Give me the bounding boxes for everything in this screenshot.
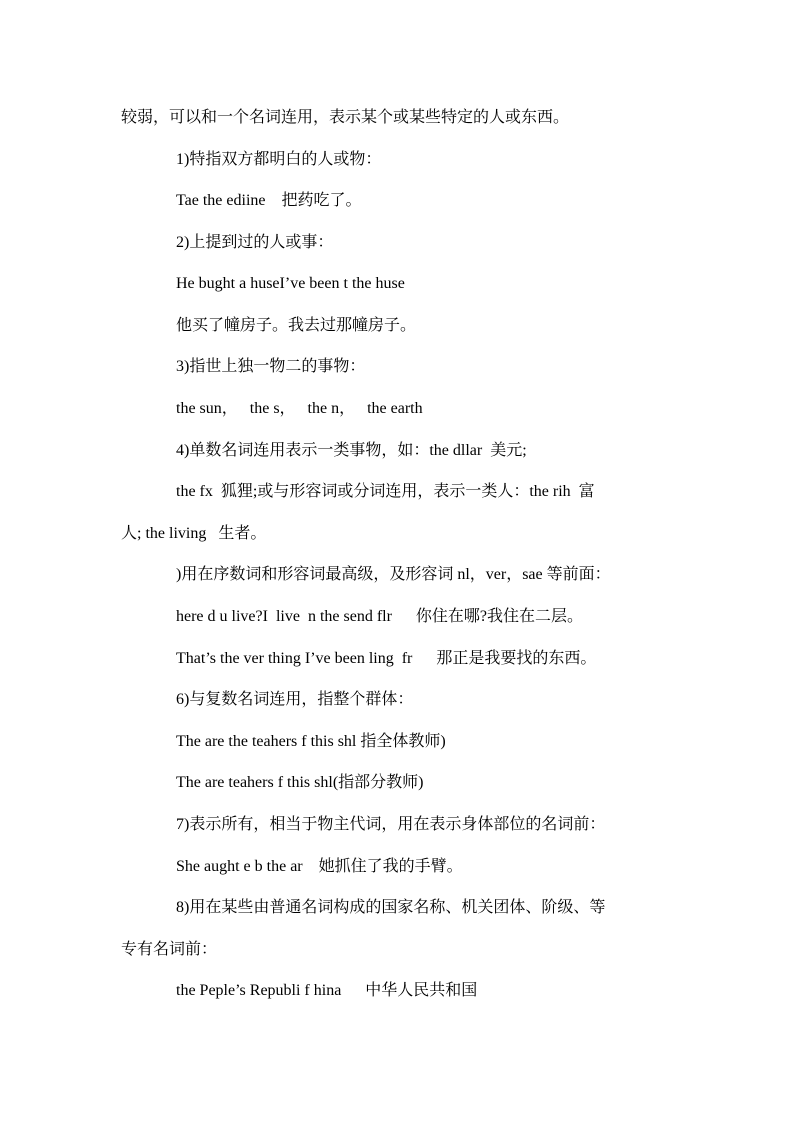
text-line: 2)上提到过的人或事： — [176, 234, 334, 251]
text-line: the sun， the s， the n， the earth — [176, 400, 423, 417]
text-line: the Peple’s Republi f hina 中华人民共和国 — [176, 982, 478, 999]
text-line: 他买了幢房子。我去过那幢房子。 — [176, 317, 417, 334]
text-line: He bught a huseI’ve been t the huse — [176, 275, 405, 292]
text-line: 较弱，可以和一个名词连用，表示某个或某些特定的人或东西。 — [121, 109, 570, 126]
text-line: 3)指世上独一物二的事物： — [176, 358, 366, 375]
text-line: the fx 狐狸;或与形容词或分词连用，表示一类人：the rih 富 — [176, 483, 595, 500]
text-line: )用在序数词和形容词最高级，及形容词 nl，ver，sae 等前面： — [176, 566, 611, 583]
text-line: She aught e b the ar 她抓住了我的手臂。 — [176, 858, 463, 875]
text-line: The are the teahers f this shl 指全体教师) — [176, 733, 446, 750]
text-line: Tae the ediine 把药吃了。 — [176, 192, 362, 209]
text-line: here d u live?I live n the send flr 你住在哪?我住在二层。 — [176, 608, 584, 625]
text-line: The are teahers f this shl(指部分教师) — [176, 774, 424, 791]
text-line: That’s the ver thing I’ve been ling fr 那正是我要找的东西。 — [176, 650, 597, 667]
text-line: 6)与复数名词连用，指整个群体： — [176, 691, 414, 708]
text-line: 人; the living 生者。 — [121, 525, 267, 542]
text-line: 1)特指双方都明白的人或物： — [176, 151, 382, 168]
text-line: 4)单数名词连用表示一类事物，如：the dllar 美元; — [176, 442, 527, 459]
text-line: 8)用在某些由普通名词构成的国家名称、机关团体、阶级、等 — [176, 899, 606, 916]
text-line: 专有名词前： — [121, 941, 218, 958]
text-line: 7)表示所有，相当于物主代词，用在表示身体部位的名词前： — [176, 816, 606, 833]
